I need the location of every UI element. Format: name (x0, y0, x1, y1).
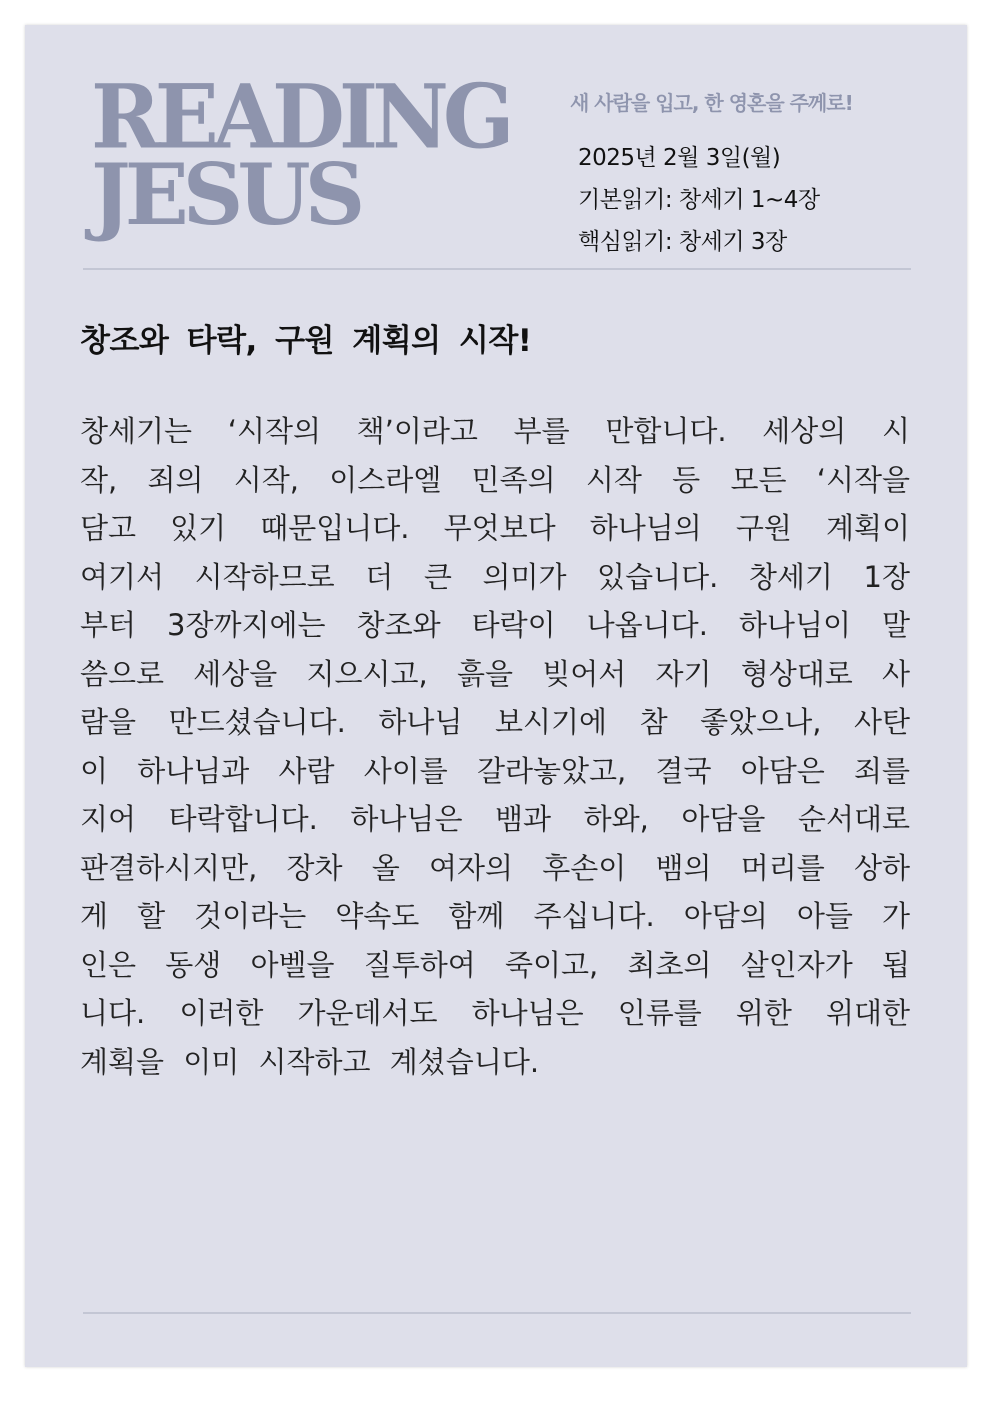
body-line: 계획을 이미 시작하고 계셨습니다. (80, 1044, 540, 1079)
body-line: 게 할 것이라는 약속도 함께 주십니다. 아담의 아들 가 (80, 899, 910, 933)
tagline: 새 사람을 입고, 한 영혼을 주께로! (570, 91, 853, 115)
logo-line-jesus: JESUS (91, 144, 360, 244)
article-body (80, 407, 910, 1086)
article-title: 창조와 타락, 구원 계획의 시작! (80, 323, 532, 359)
body-line: 지어 타락합니다. 하나님은 뱀과 하와, 아담을 순서대로 (80, 802, 910, 836)
body-line: 이 하나님과 사람 사이를 갈라놓았고, 결국 아담은 죄를 (80, 753, 910, 788)
body-line: 람을 만드셨습니다. 하나님 보시기에 참 좋았으나, 사탄 (80, 705, 910, 739)
reading-date: 2025년 2월 3일(월) (578, 145, 781, 171)
reading-jesus-logo (91, 64, 509, 244)
body-line: 담고 있기 때문입니다. 무엇보다 하나님의 구원 계획이 (80, 511, 910, 545)
page (25, 25, 967, 1367)
logo-line-reading: READING (91, 64, 509, 169)
body-line: 니다. 이러한 가운데서도 하나님은 인류를 위한 위대한 (80, 996, 910, 1030)
body-line: 작, 죄의 시작, 이스라엘 민족의 시작 등 모든 ‘시작을 (80, 462, 910, 497)
body-line: 씀으로 세상을 지으시고, 흙을 빚어서 자기 형상대로 사 (80, 656, 910, 691)
footer-divider (83, 1312, 911, 1314)
basic-reading: 기본읽기: 창세기 1~4장 (578, 187, 820, 213)
body-line: 판결하시지만, 장차 올 여자의 후손이 뱀의 머리를 상하 (80, 850, 910, 885)
body-line: 부터 3장까지에는 창조와 타락이 나옵니다. 하나님이 말 (80, 608, 910, 642)
body-line: 인은 동생 아벨을 질투하여 죽이고, 최초의 살인자가 됩 (80, 947, 910, 982)
header-divider (83, 268, 911, 270)
reading-info (578, 137, 820, 263)
body-line: 창세기는 ‘시작의 책’이라고 부를 만합니다. 세상의 시 (80, 414, 910, 448)
body-line: 여기서 시작하므로 더 큰 의미가 있습니다. 창세기 1장 (80, 559, 910, 594)
core-reading: 핵심읽기: 창세기 3장 (578, 229, 787, 255)
